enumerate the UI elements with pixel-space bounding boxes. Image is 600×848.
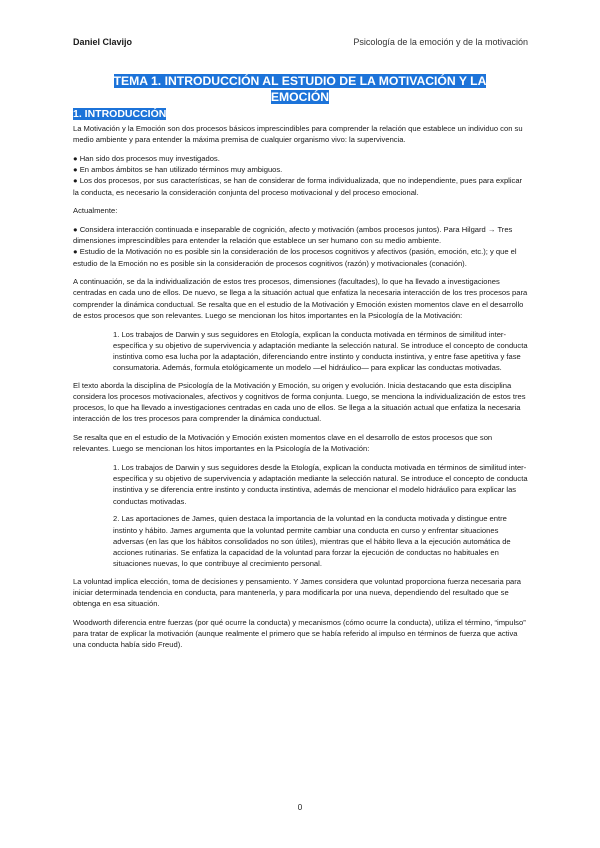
section-heading xyxy=(73,108,166,120)
page-number: 0 xyxy=(297,803,303,812)
title-highlight: TEMA 1. INTRODUCCIÓN AL ESTUDIO DE LA MOTIVACIÓN Y LA EMOCIÓN xyxy=(113,74,487,104)
header-subject: Psicología de la emoción y de la motivación xyxy=(353,37,528,47)
document-title xyxy=(90,73,510,105)
header-author: Daniel Clavijo xyxy=(73,37,133,47)
numbered-item-darwin: 1. Los trabajos de Darwin y sus seguidores desde la Etología, explican la conducta motivada en términos de similitud inter-específica y su objetivo de supervivencia y adaptación mediante la selección natural. Se introduce el concepto de conducta instintiva y se diferencia entre instinto y conducta instintiva, además de mencionar el modelo hidráulico para explicar las conductas motivadas. xyxy=(113,463,528,506)
numbered-item-darwin: 1. Los trabajos de Darwin y sus seguidores en Etología, explican la conducta motivada en términos de similitud inter-específica y su objetivo de supervivencia y adaptación mediante la selección natural. Se introduce el concepto de conducta instintiva como esa lucha por la adaptación, diferenciando entre instinto y conducta instintiva, y entre fase apetitiva y fase consumatoria. Además, formula etológicamente un modelo —el hidráulico— para explicar las conductas motivadas. xyxy=(113,329,528,373)
bullet-item: ● En ambos ámbitos se han utilizado términos muy ambiguos. xyxy=(73,165,283,175)
paragraph: Woodworth diferencia entre fuerzas (por qué ocurre la conducta) y mecanismos (cómo ocurre la conducta), utiliza el término, “impulso” para tratar de explicar la motivación (aunque realmente el primero que se había referido al impulso en términos de fuerza que activa una conducta había sido Freud). xyxy=(73,618,526,650)
bullet-item: ● Los dos procesos, por sus características, se han de considerar de forma individualizada, que no independiente, pues para explicar la conducta, es necesario la consideración conjunta del proceso motivacional y del proceso emocional. xyxy=(73,176,523,197)
body-text xyxy=(73,123,528,658)
bullet-item: ● Han sido dos procesos muy investigados. xyxy=(73,153,220,163)
paragraph: Se resalta que en el estudio de la Motivación y Emoción existen momentos clave en el desarrollo de estos procesos que son relevantes. Luego se mencionan los hitos importantes en la Psicología de la Motivación: xyxy=(73,433,493,454)
paragraph: El texto aborda la disciplina de Psicología de la Motivación y Emoción, su origen y evolución. Inicia destacando que esta disciplina considera los procesos motivacionales, afectivos y cognitivos de forma conjunta. Luego, se menciona la individualización de estos tres procesos, lo que ha llevado a investigaciones centradas en cada uno de ellos. Se llega a la situación actual que enfatiza la necesaria interacción de los tres procesos para comprender la dinámica conductual. xyxy=(73,380,526,424)
actualmente-label: Actualmente: xyxy=(73,206,118,216)
numbered-item-james: 2. Las aportaciones de James, quien destaca la importancia de la voluntad en la conducta motivada y distingue entre instinto y hábito. James argumenta que la voluntad permite cambiar una conducta en curso y enfrentar situaciones adversas (en las que los hábitos consolidados no son útiles), mientras que el hábito lleva a la ejecución automática de acciones rutinarias. Se enfatiza la capacidad de la voluntad para forzar la ejecución de conductas no habituales en situaciones nuevas, lo que contribuye al crecimiento personal. xyxy=(113,514,511,569)
bullet-item: ● Considera interacción continuada e inseparable de cognición, afecto y motivación (ambos procesos juntos). Para Hilgard → Tres dimensiones imprescindibles para entender la relación que establece un ser humano con su medio ambiente. xyxy=(73,224,513,246)
section-heading-highlight: 1. INTRODUCCIÓN xyxy=(73,108,167,120)
paragraph: La voluntad implica elección, toma de decisiones y pensamiento. Y James considera que voluntad proporciona fuerza necesaria para iniciar determinada tendencia en conducta, para mantenerla, y para modificarla por una nueva, dependiendo del resultado que se obtenga en esa situación. xyxy=(73,576,522,609)
bullet-item: ● Estudio de la Motivación no es posible sin la consideración de los procesos cognitivos y afectivos (pasión, emoción, etc.); y que el estudio de la Emoción no es posible sin la consideración de procesos cognitivos (razón) y motivacionales (conación). xyxy=(73,247,517,268)
intro-paragraph: La Motivación y la Emoción son dos procesos básicos imprescindibles para comprender la relación que establece un individuo con su medio ambiente y para entender la máxima premisa de cualquier organismo vivo: la supervivencia. xyxy=(73,124,523,145)
paragraph: A continuación, se da la individualización de estos tres procesos, dimensiones (facultades), lo que ha llevado a investigaciones centradas en cada uno de ellos. De nuevo, se llega a la situación actual que enfatiza la necesaria interacción de los tres procesos para comprender la dinámica conductual. Se resalta que en el estudio de la Motivación y Emoción existen momentos clave en el desarrollo de estos procesos que son relevantes. Luego se mencionan los hitos importantes en la Psicología de la Motivación: xyxy=(73,277,528,320)
